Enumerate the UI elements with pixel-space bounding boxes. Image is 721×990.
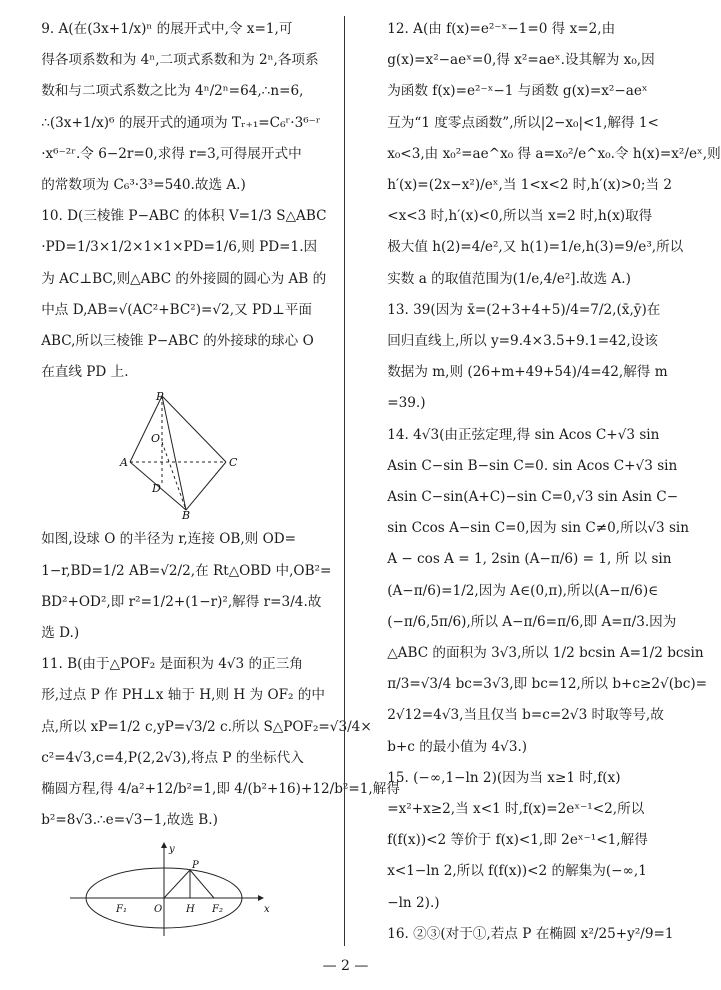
q14-line: π/3=√3/4 bc=3√3,即 bc=12,所以 b+c≥2√(bc)= [387,676,708,693]
label-H: H [186,904,195,916]
ellipse-figure [14,840,330,936]
q15-line: 15. (−∞,1−ln 2)(因为当 x≥1 时,f(x) [387,769,621,786]
q9-line: 数和与二项式系数之比为 4ⁿ/2ⁿ=64,∴n=6, [41,83,304,100]
q11-line: c²=4√3,c=4,P(2,2√3),将点 P 的坐标代入 [41,749,304,766]
q14-line: Asin C−sin(A+C)−sin C=0,√3 sin Asin C− [387,489,679,506]
q10-continuation [14,524,330,649]
q9-line: ·x⁶⁻²ʳ.令 6−2r=0,求得 r=3,可得展开式中 [41,145,302,162]
label-O: O [154,904,163,916]
label-F1: F₁ [116,904,127,916]
q12-line: 实数 a 的取值范围为(1/e,4/e²].故选 A.) [387,270,631,287]
q16-line: 16. ②③(对于①,若点 P 在椭圆 x²/25+y²/9=1 [387,925,674,942]
q9-line: 的常数项为 C₆³·3³=540.故选 A.) [41,177,246,194]
q14-solution [360,420,708,763]
q10-cont-line: 如图,设球 O 的半径为 r,连接 OB,则 OD= [41,531,297,548]
q10-cont-line: 选 D.) [41,625,80,642]
q14-line: △ABC 的面积为 3√3,所以 1/2 bcsin A=1/2 bcsin [387,645,704,662]
q14-line: sin Ccos A−sin C=0,因为 sin C≠0,所以√3 sin [387,520,690,537]
q14-line: Asin C−sin B−sin C=0. sin Acos C+√3 sin [387,457,678,474]
label-y: y [169,844,175,856]
q9-solution [14,14,330,201]
x-axis-arrow-icon [258,895,264,901]
q14-line: (−π/6,5π/6),所以 A−π/6=π/6,即 A=π/3.因为 [387,613,677,630]
q14-line: 2√12=4√3,当且仅当 b=c=2√3 时取等号,故 [387,707,664,724]
q12-line: 互为“1 度零点函数”,所以|2−x₀|<1,解得 1< [387,114,659,131]
q12-line: h′(x)=(2x−x²)/eˣ,当 1<x<2 时,h′(x)>0;当 2 [387,177,673,194]
q14-line: A − cos A = 1, 2sin (A−π/6) = 1, 所 以 sin [387,551,672,568]
q9-line: ∴(3x+1/x)⁶ 的展开式的通项为 Tᵣ₊₁=C₆ʳ·3⁶⁻ʳ [41,114,321,131]
q11-line: 形,过点 P 作 PH⊥x 轴于 H,则 H 为 OF₂ 的中 [41,687,325,704]
label-P: P [192,860,199,872]
q13-solution [360,295,678,420]
q15-line: x<1−ln 2,所以 f(f(x))<2 的解集为(−∞,1 [387,863,647,880]
q12-solution [360,14,721,295]
right-column [360,14,721,950]
left-column [14,14,400,940]
q11-line: 点,所以 xP=1/2 c,yP=√3/2 c.所以 S△POF₂=√3/4× [41,718,372,735]
q11-line: 椭圆方程,得 4/a²+12/b²=1,即 4/(b²+16)+12/b²=1,解得 [41,781,400,798]
label-D: D [152,482,161,496]
q12-line: 极大值 h(2)=4/e²,又 h(1)=1/e,h(3)=9/e³,所以 [387,239,684,256]
q12-line: x₀<3,由 x₀²=ae^x₀ 得 a=x₀²/e^x₀.令 h(x)=x²/eˣ,则 [387,145,721,162]
q12-line: g(x)=x²−aeˣ=0,得 x²=aeˣ.设其解为 x₀,因 [387,52,655,69]
q13-line: 13. 39(因为 x̄=(2+3+4+5)/4=7/2,(x̄,ȳ)在 [387,301,661,318]
q15-solution [360,763,678,919]
q12-line: 12. A(由 f(x)=e²⁻ˣ−1=0 得 x=2,由 [387,21,616,37]
q10-line: 中点 D,AB=√(AC²+BC²)=√2,又 PD⊥平面 [41,301,312,318]
q10-cont-line: BD²+OD²,即 r²=1/2+(1−r)²,解得 r=3/4.故 [41,593,322,610]
q15-line: f(f(x))<2 等价于 f(x)<1,即 2eˣ⁻¹<1,解得 [387,832,648,849]
q10-cont-line: 1−r,BD=1/2 AB=√2/2,在 Rt△OBD 中,OB²= [41,562,332,579]
column-divider [344,16,345,946]
page-number: — 2 — [322,958,369,974]
q10-line: 10. D(三棱锥 P−ABC 的体积 V=1/3 S△ABC [41,208,327,225]
label-O: O [151,432,161,446]
q14-line: (A−π/6)=1/2,因为 A∈(0,π),所以(A−π/6)∈ [387,582,659,599]
q11-line: 11. B(由于△POF₂ 是面积为 4√3 的正三角 [41,656,303,673]
q15-line: −ln 2).) [387,894,440,911]
edge-PC [162,396,226,462]
y-axis-arrow-icon [161,842,167,848]
label-F2: F₂ [212,904,223,916]
q16-solution [360,919,678,950]
q10-line: ABC,所以三棱锥 P−ABC 的外接球的球心 O [41,333,314,350]
q12-line: <x<3 时,h′(x)<0,所以当 x=2 时,h(x)取得 [387,208,653,225]
q12-line: 为函数 f(x)=e²⁻ˣ−1 与函数 g(x)=x²−aeˣ [387,83,648,100]
label-x: x [264,904,270,916]
label-B: B [182,509,191,523]
q15-line: =x²+x≥2,当 x<1 时,f(x)=2eˣ⁻¹<2,所以 [387,801,645,818]
q9-line: 得各项系数和为 4ⁿ,二项式系数和为 2ⁿ,各项系 [41,52,319,69]
label-C: C [229,456,238,470]
label-P: P [156,390,164,404]
q9-line: 9. A(在(3x+1/x)ⁿ 的展开式中,令 x=1,可 [41,21,293,37]
edge-CB [186,462,226,510]
q10-line: 在直线 PD 上. [41,364,129,381]
q11-solution [14,649,400,836]
label-A: A [120,456,128,470]
q13-line: 回归直线上,所以 y=9.4×3.5+9.1=42,设该 [387,333,658,350]
q13-line: =39.) [387,395,426,412]
q10-line: ·PD=1/3×1/2×1×1×PD=1/6,则 PD=1.因 [41,239,318,256]
q10-line: 为 AC⊥BC,则△ABC 的外接圆的圆心为 AB 的 [41,270,327,287]
q10-solution [14,201,330,388]
q14-line: b+c 的最小值为 4√3.) [387,738,528,755]
q13-line: 数据为 m,则 (26+m+49+54)/4=42,解得 m [387,364,668,381]
q14-line: 14. 4√3(由正弦定理,得 sin Acos C+√3 sin [387,426,660,443]
q11-line: b²=8√3.∴e=√3−1,故选 B.) [41,812,218,829]
pyramid-figure [14,390,330,523]
edge-PA [130,396,162,462]
segment-OP [164,870,190,898]
